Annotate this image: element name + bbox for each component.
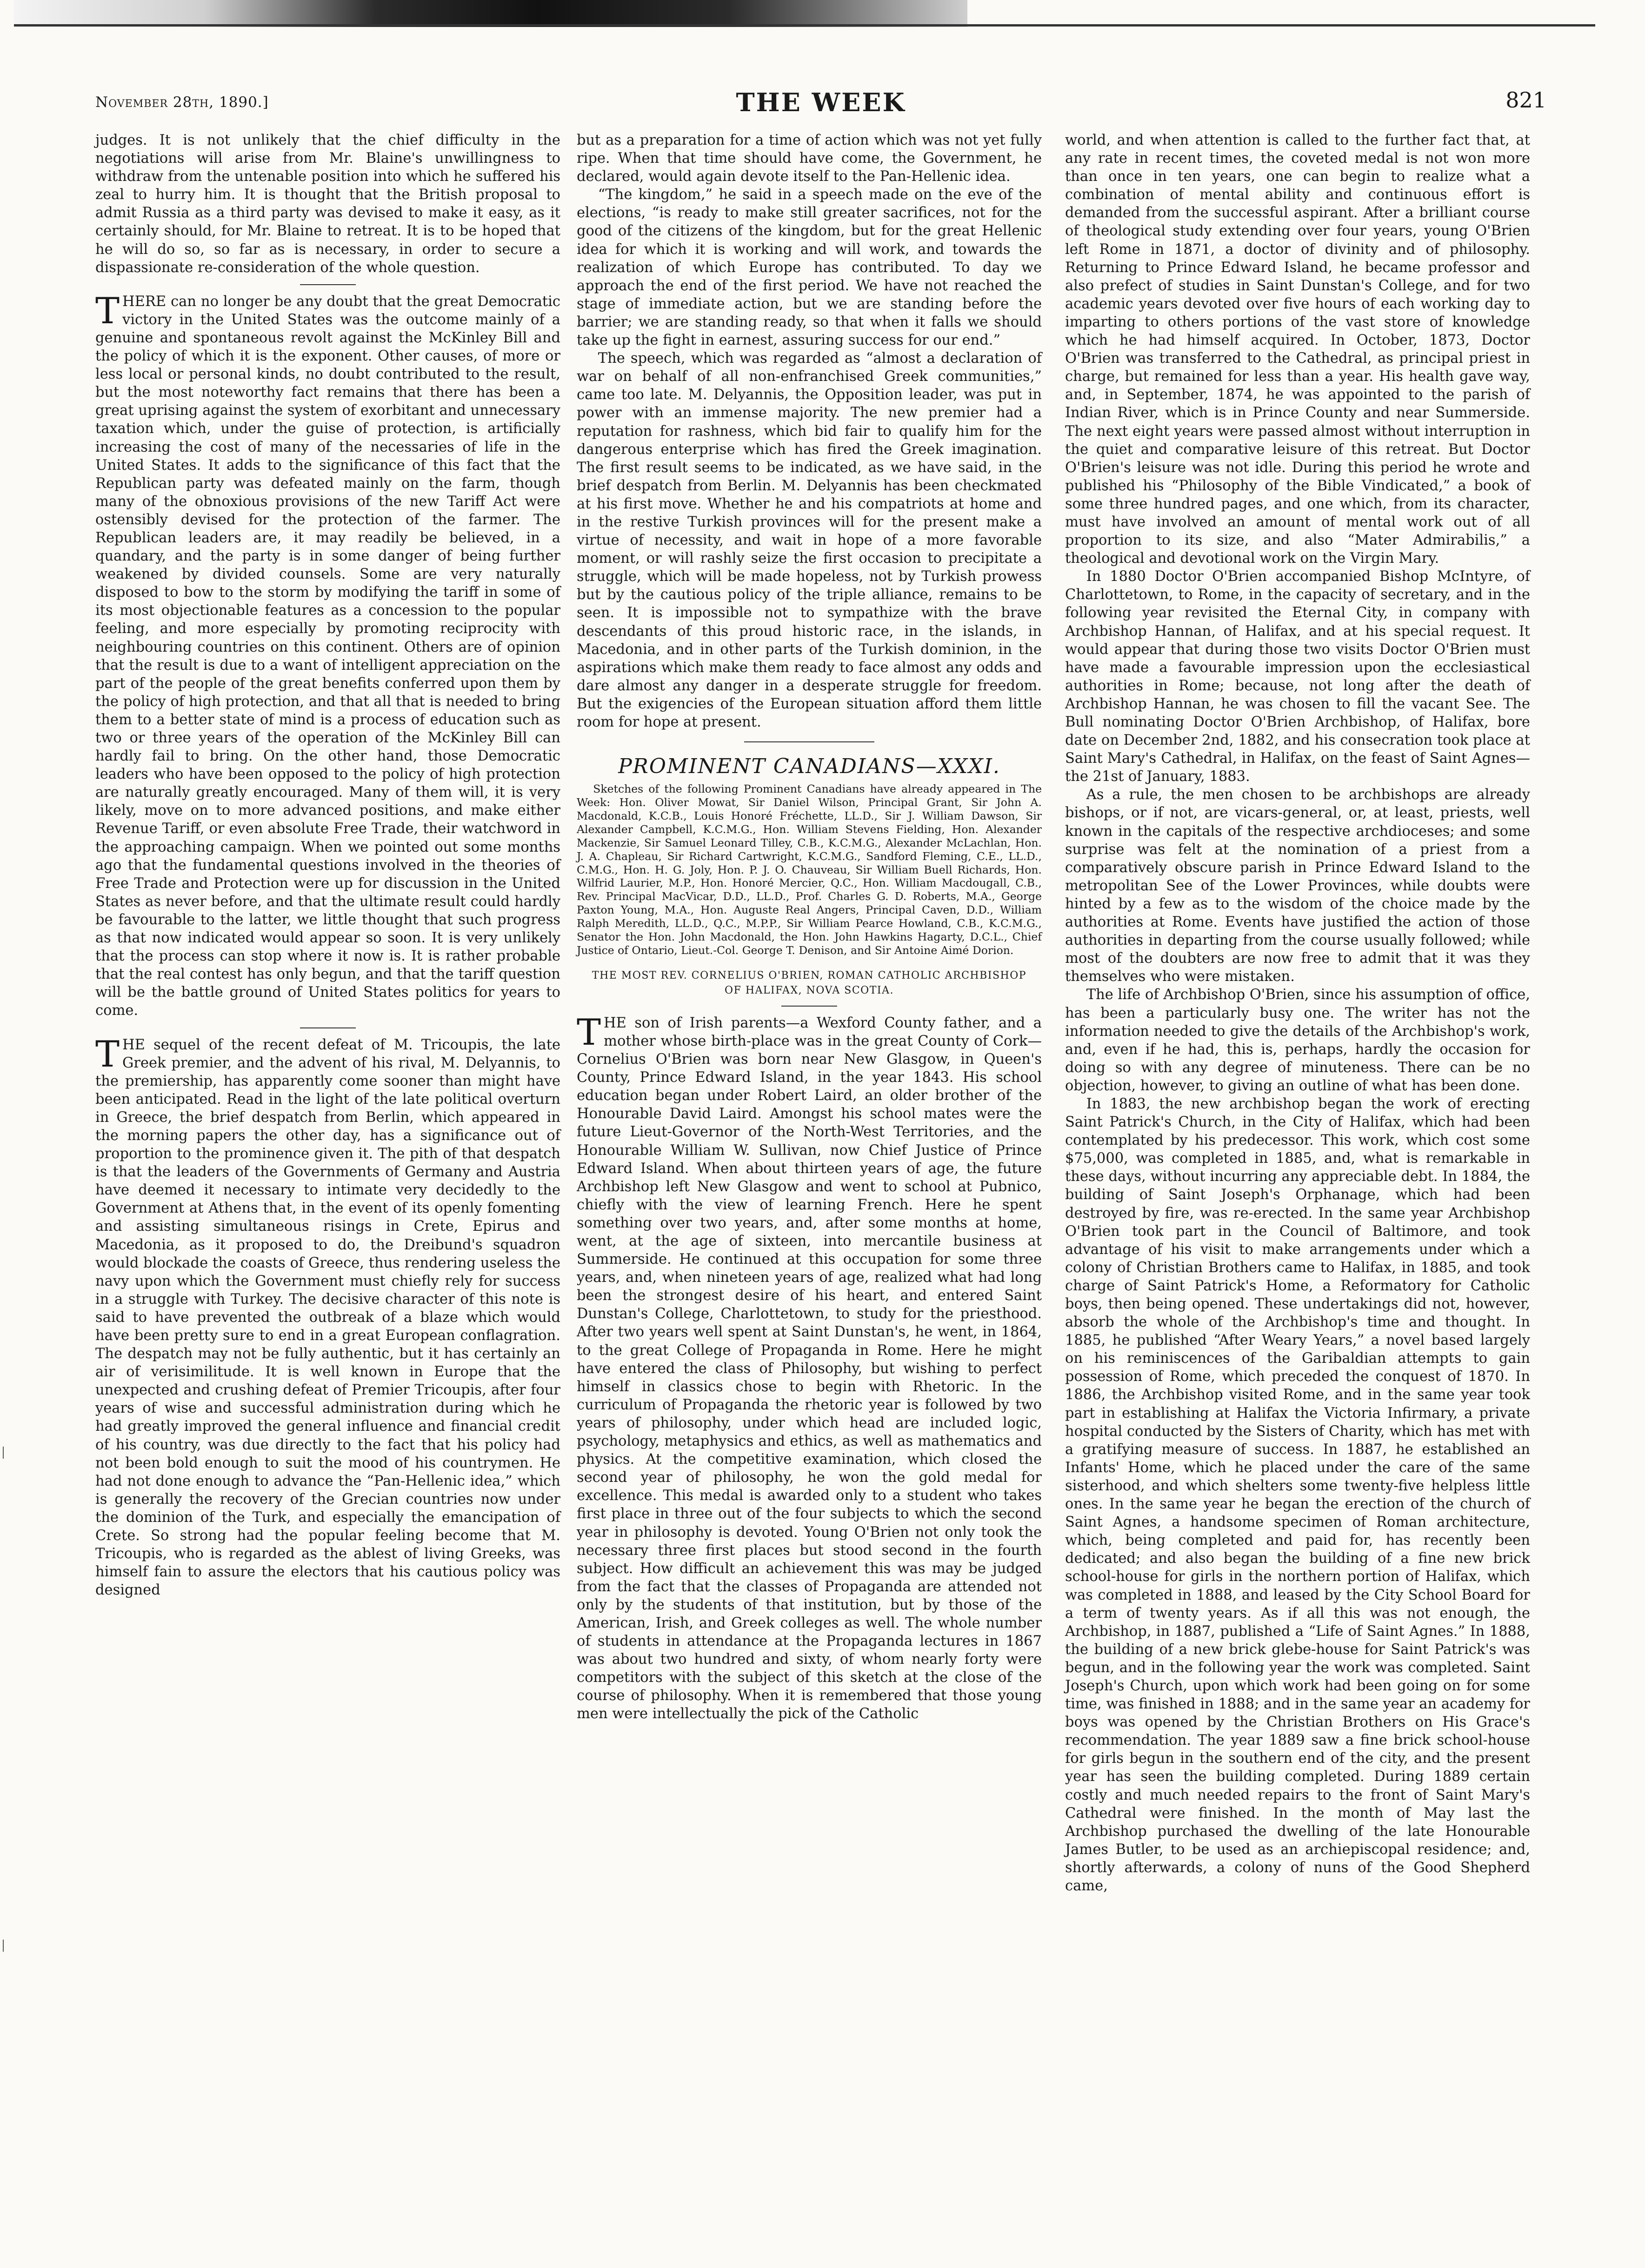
- paragraph: [95, 290, 560, 1020]
- column-3: [1065, 131, 1530, 1895]
- paragraph-text: HERE can no longer be any doubt that the great Democratic victory in the United States was the outcome mainly of a genuine and spontaneous revolt against the McKinley Bill and the policy of which it is the exponent. Other causes, of more or less local or personal kinds, no doubt contributed to the result, but the most noteworthy fact remains that there has been a great uprising against the system of exorbitant and unnecessary taxation which, under the guise of protection, is artificially increasing the cost of many of the necessaries of life in the United States. It adds to the significance of this fact that the Republican party was defeated mainly on the farm, though many of the obnoxious provisions of the new Tariff Act were ostensibly devised for the protection of the farmer. The Republican leaders are, it may readily be believed, in a quandary, and the party is in some danger of being further weakened by divided counsels. Some are very naturally disposed to bow to the storm by modifying the tariff in some of its most objectionable features as a concession to the popular feeling, and more especially by promoting reciprocity with neighbouring countries on this continent. Others are of opinion that the result is due to a want of intelligent appreciation on the part of the people of the great benefits conferred upon them by the policy of high protection, and that all that is needed to bring them to a better state of mind is a process of education such as two or three years of the operation of the McKinley Bill can hardly fail to bring. On the other hand, those Democratic leaders who have been opposed to the policy of high protection are naturally greatly encouraged. Many of them will, it is very likely, move on to more advanced positions, and make either Revenue Tariff, or even absolute Free Trade, their watchword in the approaching campaign. When we pointed out some months ago that the fundamental questions involved in the theories of Free Trade and Protection were up for discussion in the United States as never before, and that the ultimate result could hardly be favourable to the latter, we little thought that such progress as that now indicated would appear so soon. It is very unlikely that the process can stop where it now is. It is rather probable that the real contest has only begun, and that the tariff question will be the battle ground of United States politics for years to come.: [95, 293, 560, 1019]
- section-divider: [300, 284, 356, 285]
- issue-date: November 28th, 1890.]: [95, 94, 269, 111]
- paragraph: The life of Archbishop O'Brien, since his assumption of office, has been a particularly busy one. The writer has not the information needed to give the details of the Archbishop's work, and, even if he had, this is, perhaps, hardly the occasion for doing so with any degree of minuteness. There can be no objection, however, to giving an outline of what has been done.: [1065, 987, 1530, 1094]
- paragraph: The speech, which was regarded as “almost a declaration of war on behalf of all non-enfranchised Greek communities,” came too late. M. Delyannis, the Opposition leader, was put in power with an immense majority. The new premier had a reputation for rashness, which bid fair to qualify him for the dangerous enterprise which has fired the Greek imagination. The first result seems to be indicated, as we have said, in the brief despatch from Berlin. M. Delyannis has been checkmated at his first move. Whether he and his compatriots at home and in the restive Turkish provinces will for the present make a virtue of necessity, and wait in hope of a more favorable moment, or will rashly seize the first occasion to precipitate a struggle, which will be made hopeless, not by Turkish prowess but by the cautious policy of the triple alliance, remains to be seen. It is impossible not to sympathize with the brave descendants of this proud historic race, in the islands, in Macedonia, and in other parts of the Turkish dominion, in the aspirations which make them ready to face almost any odds and dare almost any danger in a desperate struggle for freedom. But the exigencies of the European situation afford them little room for hope at present.: [577, 350, 1042, 730]
- paragraph: but as a preparation for a time of action which was not yet fully ripe. When that time should have come, the Government, he declared, would again devote itself to the Pan-Hellenic idea.: [577, 132, 1042, 185]
- article-subhead: THE MOST REV. CORNELIUS O'BRIEN, ROMAN CATHOLIC ARCHBISHOP OF HALIFAX, NOVA SCOTIA.: [592, 969, 1027, 996]
- paragraph: “The kingdom,” he said in a speech made on the eve of the elections, “is ready to make still greater sacrifices, not for the good of the citizens of the kingdom, but for the great Hellenic idea for which it is working and will work, and towards the realization of which Europe has contributed. To day we approach the end of the first period. We have not reached the stage of immediate action, but we are standing before the barrier; we are standing ready, so that when it falls we should take up the fight in earnest, assuring success for our end.”: [577, 187, 1042, 349]
- paragraph: Sketches of the following Prominent Canadians have already appeared in The Week: Hon. Oliver Mowat, Sir Daniel Wilson, Principal Grant, Sir John A. Macdonald, K.C.B., Louis Honoré Fréchette, LL.D., Sir J. William Dawson, Sir Alexander Campbell, K.C.M.G., Hon. William Stevens Fielding, Hon. Alexander Mackenzie, Sir Samuel Leonard Tilley, C.B., K.C.M.G., Alexander McLachlan, Hon. J. A. Chapleau, Sir Richard Cartwright, K.C.M.G., Sandford Fleming, C.E., LL.D., C.M.G., Hon. H. G. Joly, Hon. P. J. O. Chauveau, Sir William Buell Richards, Hon. Wilfrid Laurier, M.P., Hon. Honoré Mercier, Q.C., Hon. William Macdougall, C.B., Rev. Principal MacVicar, D.D., LL.D., Prof. Charles G. D. Roberts, M.A., George Paxton Young, M.A., Hon. Auguste Real Angers, Principal Caven, D.D., William Ralph Meredith, LL.D., Q.C., M.P.P., Sir William Pearce Howland, C.B., K.C.M.G., Senator the Hon. John Macdonald, the Hon. John Hawkins Hagarty, D.C.L., Chief Justice of Ontario, Lieut.-Col. George T. Denison, and Sir Antoine Aimé Dorion.: [577, 782, 1042, 957]
- margin-mark: [3, 1447, 11, 1459]
- drop-cap: T: [95, 290, 120, 332]
- paragraph-text: HE son of Irish parents—a Wexford County father, and a mother whose birth-place was in the great County of Cork—Cornelius O'Brien was born near New Glasgow, in Queen's County, Prince Edward Island, in the year 1843. His school education began under Robert Laird, an older brother of the Honourable David Laird. Amongst his school mates were the future Lieut-Governor of the North-West Territories, and the Honourable William W. Sullivan, now Chief Justice of Prince Edward Island. When about thirteen years of age, the future Archbishop left New Glasgow and went to school at Pubnico, chiefly with the view of learning French. Here he spent something over two years, and, after some months at home, went, at the age of sixteen, into mercantile business at Summerside. He continued at this occupation for some three years, and, when nineteen years of age, realized what had long been the strongest desire of his heart, and entered Saint Dunstan's College, Charlottetown, to study for the priesthood. After two years well spent at Saint Dunstan's, he went, in 1864, to the great College of Propaganda in Rome. Here he might have entered the class of Philosophy, but wishing to perfect himself in classics chose to begin with Rhetoric. In the curriculum of Propaganda the rhetoric year is followed by two years of philosophy, under which head are included logic, psychology, metaphysics and ethics, as well as mathematics and physics. At the competitive examination, which closed the second year of philosophy, he won the gold medal for excellence. This medal is awarded only to a student who takes first place in three out of the four subjects to which the second year in philosophy is devoted. Young O'Brien not only took the necessary three first places but stood second in the fourth subject. How difficult an achievement this was may be judged from the fact that the classes of Propaganda are attended not only by the students of that institution, but by those of the American, Irish, and Greek colleges as well. The whole number of students in attendance at the Propaganda lectures in 1867 was about two hundred and sixty, of whom nearly forty were competitors with the subject of this sketch at the close of the course of philosophy. When it is remembered that those young men were intellectually the pick of the Catholic: [577, 1014, 1042, 1722]
- sketches-list: [577, 782, 1042, 957]
- paragraph: [577, 1011, 1042, 1723]
- paragraph: [95, 1033, 560, 1600]
- margin-mark: [3, 1940, 11, 1952]
- section-divider: [300, 1027, 356, 1028]
- paragraph: In 1880 Doctor O'Brien accompanied Bishop McIntyre, of Charlottetown, to Rome, in the capacity of secretary, and in the following year revisited the Eternal City, in company with Archbishop Hannan, of Halifax, and at his special request. It would appear that during those two visits Doctor O'Brien must have made a favourable impression upon the ecclesiastical authorities in Rome; because, not long after the death of Archbishop Hannan, he was chosen to fill the vacant See. The Bull nominating Doctor O'Brien Archbishop, of Halifax, bore date on December 2nd, 1882, and his consecration took place at Saint Mary's Cathedral, in Halifax, on the feast of Saint Agnes—the 21st of January, 1883.: [1065, 568, 1530, 785]
- column-2: [577, 131, 1042, 1723]
- paragraph: judges. It is not unlikely that the chief difficulty in the negotiations will arise from Mr. Blaine's unwillingness to withdraw from the untenable position into which he suffered his zeal to hurry him. It is thought that the British proposal to admit Russia as a third party was devised to make it easy, as it certainly should, for Mr. Blaine to retreat. It is to be hoped that he will do so, so far as is necessary, in order to secure a dispassionate re-consideration of the whole question.: [95, 132, 560, 276]
- section-divider: [781, 1006, 837, 1007]
- journal-title: THE WEEK: [736, 87, 906, 117]
- page-number: 821: [1505, 87, 1546, 113]
- paragraph: world, and when attention is called to the further fact that, at any rate in recent times, the coveted medal is not won more than once in ten years, one can begin to realize what a combination of mental ability and continuous effort is demanded from the successful aspirant. After a brilliant course of theological study extending over four years, young O'Brien left Rome in 1871, a doctor of divinity and of philosophy. Returning to Prince Edward Island, he became professor and also prefect of studies in Saint Dunstan's College, and for two academic years devoted over five hours of each working day to imparting to others portions of the vast store of knowledge which he had himself acquired. In October, 1873, Doctor O'Brien was transferred to the Cathedral, as principal priest in charge, but remained for less than a year. His health gave way, and, in September, 1874, he was appointed to the parish of Indian River, which is in Prince County and near Summerside. The next eight years were passed almost without interruption in the quiet and comparative leisure of this retreat. But Doctor O'Brien's leisure was not idle. During this period he wrote and published his “Philosophy of the Bible Vindicated,” a book of some three hundred pages, and one which, from its character, must have involved an amount of mental work out of all proportion to its size, and also “Mater Admirabilis,” a theological and devotional work on the Virgin Mary.: [1065, 132, 1530, 567]
- paragraph: In 1883, the new archbishop began the work of erecting Saint Patrick's Church, in the City of Halifax, which had been contemplated by his predecessor. This work, which cost some $75,000, was completed in 1885, and, what is remarkable in these days, without incurring any appreciable debt. In 1884, the building of Saint Joseph's Orphanage, which had been destroyed by fire, was re-erected. In the same year Archbishop O'Brien took part in the Council of Baltimore, and took advantage of his visit to make arrangements under which a colony of Christian Brothers came to Halifax, in 1885, and took charge of Saint Patrick's Home, a Reformatory for Catholic boys, then being opened. These undertakings did not, however, absorb the whole of the Archbishop's time and thought. In 1885, he published “After Weary Years,” a novel based largely on his reminiscences of the Garibaldian attempts to gain possession of Rome, which preceded the conquest of 1870. In 1886, the Archbishop visited Rome, and in the same year took part in establishing at Halifax the Victoria Infirmary, a private hospital conducted by the Sisters of Charity, which has met with a gratifying measure of success. In 1887, he established an Infants' Home, which he placed under the care of the same sisterhood, and which shelters some twenty-five helpless little ones. In the same year he began the erection of the church of Saint Agnes, a handsome specimen of Roman architecture, which, being completed and paid for, has recently been dedicated; and also began the building of a fine new brick school-house for girls in the northern portion of Halifax, which was completed in 1888, and leased by the City School Board for a term of twenty years. As if all this was not enough, the Archbishop, in 1887, published a “Life of Saint Agnes.” In 1888, the building of a new brick glebe-house for Saint Patrick's was begun, and in the following year the work was completed. Saint Joseph's Church, upon which work had been going on for some time, was finished in 1888; and in the same year an academy for boys was opened by the Christian Brothers on His Grace's recommendation. The year 1889 saw a fine brick school-house for girls begun in the southern end of the city, and the present year has seen the building completed. During 1889 certain costly and much needed repairs to the front of Saint Mary's Cathedral were finished. In the month of May last the Archbishop purchased the dwelling of the late Honourable James Butler, to be used as an archiepiscopal residence; and, shortly afterwards, a colony of nuns of the Good Shepherd came,: [1065, 1095, 1530, 1894]
- running-head: [95, 87, 1546, 120]
- scan-edge-bar: [14, 0, 967, 27]
- paragraph-text: HE sequel of the recent defeat of M. Tricoupis, the late Greek premier, and the advent of his rival, M. Delyannis, to the premiership, has apparently come sooner than might have been anticipated. Read in the light of the late political overturn in Greece, the brief despatch from Berlin, which appeared in the morning papers the other day, has a significance out of proportion to the prominence given it. The pith of that despatch is that the leaders of the Governments of Germany and Austria have deemed it necessary to intimate very decidedly to the Government at Athens that, in the event of its openly fomenting and assisting simultaneous risings in Crete, Epirus and Macedonia, as it proposed to do, the Dreibund's squadron would blockade the coasts of Greece, thus rendering useless the navy upon which the Government must chiefly rely for success in a struggle with Turkey. The decisive character of this note is said to have prevented the outbreak of a blaze which would have been pretty sure to end in a great European conflagration. The despatch may not be fully authentic, but it has certainly an air of verisimilitude. It is well known in Europe that the unexpected and crushing defeat of Premier Tricoupis, after four years of wise and successful administration during which he had greatly improved the general influence and financial credit of his country, was due directly to the fact that his policy had not been bold enough to suit the mood of his countrymen. He had not done enough to advance the “Pan-Hellenic idea,” which is generally the recovery of the Grecian countries now under the dominion of the Turk, and especially the emancipation of Crete. So strong had the popular feeling become that M. Tricoupis, who is regarded as the ablest of living Greeks, was himself fain to assure the electors that his cautious policy was designed: [95, 1036, 560, 1599]
- paragraph: As a rule, the men chosen to be archbishops are already bishops, or if not, are vicars-general, or, at least, priests, well known in the capitals of the respective archdioceses; and some surprise was felt at the nomination of a priest from a comparatively obscure parish in Prince Edward Island to the metropolitan See of the Lower Provinces, while doubts were hinted by a few as to the wisdom of the choice made by the authorities at Rome. Events have justified the action of those authorities in departing from the course usually followed; while most of the doubters are now free to admit that it was they themselves who were mistaken.: [1065, 787, 1530, 985]
- scan-top-rule: [14, 24, 1595, 27]
- section-title: PROMINENT CANADIANS—XXXI.: [618, 754, 1000, 779]
- section-divider: [744, 741, 874, 742]
- drop-cap: T: [95, 1033, 120, 1075]
- drop-cap: T: [577, 1011, 601, 1054]
- column-1: [95, 131, 560, 1599]
